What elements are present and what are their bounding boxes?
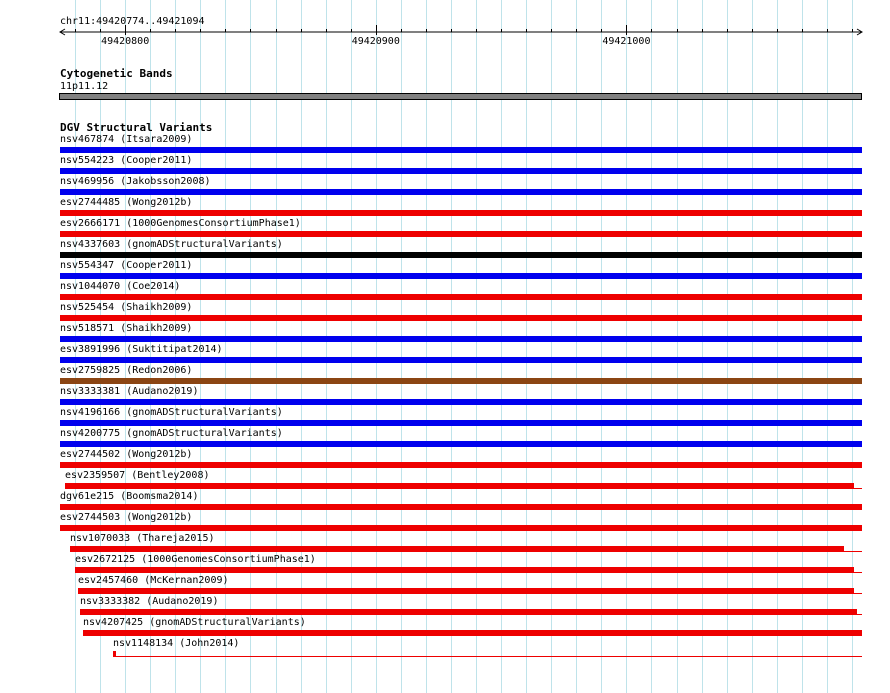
dgv-feature-label[interactable]: nsv467874 (Itsara2009) [60, 134, 193, 145]
dgv-feature-bar[interactable] [80, 609, 857, 614]
dgv-feature-baseline [60, 425, 862, 426]
dgv-feature-label[interactable]: esv2744502 (Wong2012b) [60, 449, 193, 460]
dgv-feature-baseline [80, 614, 862, 615]
dgv-feature-bar[interactable] [65, 483, 854, 488]
dgv-feature-baseline [65, 488, 862, 489]
dgv-feature-baseline [60, 509, 862, 510]
dgv-feature-bar[interactable] [60, 189, 862, 194]
dgv-feature-label[interactable]: esv2744485 (Wong2012b) [60, 197, 193, 208]
dgv-feature-baseline [70, 551, 862, 552]
dgv-feature-label[interactable]: nsv4337603 (gnomADStructuralVariants) [60, 239, 283, 250]
dgv-feature-label[interactable]: esv2359507 (Bentley2008) [65, 470, 210, 481]
dgv-feature-label[interactable]: nsv554223 (Cooper2011) [60, 155, 193, 166]
dgv-feature-bar[interactable] [70, 546, 844, 551]
dgv-feature-bar[interactable] [60, 294, 862, 299]
ruler-tick-label: 49420800 [101, 36, 150, 47]
dgv-feature-bar[interactable] [60, 315, 862, 320]
dgv-feature-bar[interactable] [83, 630, 862, 635]
dgv-feature-baseline [60, 404, 862, 405]
dgv-feature-bar[interactable] [60, 420, 862, 425]
dgv-feature-baseline [60, 320, 862, 321]
dgv-feature-baseline [60, 299, 862, 300]
dgv-feature-bar[interactable] [60, 252, 862, 257]
dgv-feature-label[interactable]: esv2666171 (1000GenomesConsortiumPhase1) [60, 218, 301, 229]
dgv-feature-bar[interactable] [60, 273, 862, 278]
dgv-feature-bar[interactable] [60, 399, 862, 404]
cytoband-track-title[interactable]: Cytogenetic Bands [60, 67, 173, 80]
dgv-feature-label[interactable]: nsv1070033 (Thareja2015) [70, 533, 215, 544]
dgv-feature-label[interactable]: nsv518571 (Shaikh2009) [60, 323, 193, 334]
dgv-feature-label[interactable]: esv2759825 (Redon2006) [60, 365, 193, 376]
dgv-feature-baseline [113, 656, 862, 657]
ruler-tick-label: 49421000 [602, 36, 651, 47]
dgv-feature-baseline [60, 257, 862, 258]
dgv-feature-bar[interactable] [113, 651, 116, 656]
dgv-feature-baseline [75, 572, 862, 573]
dgv-feature-baseline [60, 236, 862, 237]
cytoband-label: 11p11.12 [60, 81, 109, 92]
dgv-feature-label[interactable]: nsv554347 (Cooper2011) [60, 260, 193, 271]
dgv-feature-baseline [60, 173, 862, 174]
dgv-feature-label[interactable]: nsv3333382 (Audano2019) [80, 596, 219, 607]
dgv-feature-baseline [60, 530, 862, 531]
dgv-feature-label[interactable]: esv2672125 (1000GenomesConsortiumPhase1) [75, 554, 316, 565]
dgv-feature-bar[interactable] [60, 462, 862, 467]
dgv-feature-bar[interactable] [75, 567, 854, 572]
dgv-feature-label[interactable]: nsv1044070 (Coe2014) [60, 281, 181, 292]
dgv-feature-label[interactable]: esv2457460 (McKernan2009) [78, 575, 229, 586]
dgv-feature-bar[interactable] [60, 147, 862, 152]
dgv-feature-baseline [60, 194, 862, 195]
dgv-feature-baseline [60, 215, 862, 216]
dgv-feature-label[interactable]: esv3891996 (Suktitipat2014) [60, 344, 223, 355]
dgv-feature-label[interactable]: nsv4207425 (gnomADStructuralVariants) [83, 617, 306, 628]
dgv-feature-label[interactable]: nsv3333381 (Audano2019) [60, 386, 199, 397]
dgv-feature-label[interactable]: nsv4200775 (gnomADStructuralVariants) [60, 428, 283, 439]
dgv-feature-bar[interactable] [60, 378, 862, 383]
dgv-feature-baseline [60, 467, 862, 468]
dgv-feature-baseline [60, 278, 862, 279]
dgv-feature-label[interactable]: nsv525454 (Shaikh2009) [60, 302, 193, 313]
ruler-tick-label: 49420900 [351, 36, 400, 47]
dgv-feature-label[interactable]: nsv1148134 (John2014) [113, 638, 240, 649]
dgv-feature-label[interactable]: dgv61e215 (Boomsma2014) [60, 491, 199, 502]
dgv-feature-label[interactable]: nsv4196166 (gnomADStructuralVariants) [60, 407, 283, 418]
dgv-feature-label[interactable]: esv2744503 (Wong2012b) [60, 512, 193, 523]
dgv-feature-bar[interactable] [60, 231, 862, 236]
dgv-feature-baseline [60, 152, 862, 153]
dgv-feature-bar[interactable] [60, 168, 862, 173]
dgv-feature-bar[interactable] [60, 504, 862, 509]
dgv-feature-bar[interactable] [60, 210, 862, 215]
dgv-feature-baseline [60, 341, 862, 342]
dgv-feature-baseline [78, 593, 862, 594]
dgv-feature-bar[interactable] [60, 525, 862, 530]
dgv-feature-baseline [83, 635, 862, 636]
dgv-feature-bar[interactable] [60, 357, 862, 362]
dgv-feature-label[interactable]: nsv469956 (Jakobsson2008) [60, 176, 211, 187]
dgv-feature-baseline [60, 446, 862, 447]
dgv-track-title[interactable]: DGV Structural Variants [60, 121, 213, 134]
dgv-feature-baseline [60, 383, 862, 384]
dgv-feature-bar[interactable] [78, 588, 854, 593]
dgv-feature-bar[interactable] [60, 336, 862, 341]
dgv-feature-bar[interactable] [60, 441, 862, 446]
locus-label: chr11:49420774..49421094 [60, 16, 205, 27]
dgv-feature-baseline [60, 362, 862, 363]
cytoband-bar[interactable] [59, 93, 862, 100]
